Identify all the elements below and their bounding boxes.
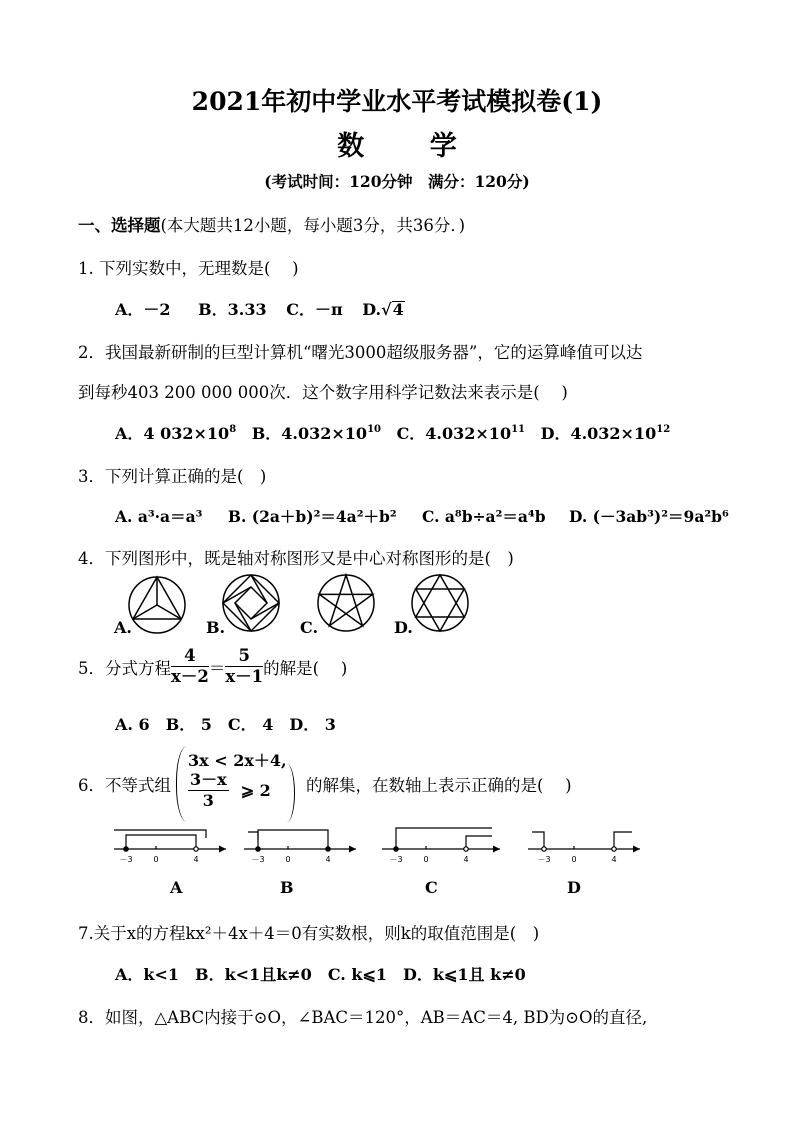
question-6-prefix: 6．不等式组 [78, 776, 171, 795]
brace-right [286, 764, 295, 822]
number-line-c [382, 828, 500, 851]
q3-option-d: D. (－3ab³)²＝9a²b⁶ [568, 507, 729, 526]
q5-prefix: 5．分式方程 [78, 658, 171, 678]
q2-option-a: A．4 $032\times 10^8$ [115, 424, 237, 443]
q6-inequality-2 [188, 770, 271, 811]
subject-title: 数 学 [337, 131, 485, 162]
tick-label: 4 [463, 855, 469, 864]
q6-inequality-1: 3x < 2x＋4, [188, 751, 287, 770]
question-4-stem: 4．下列图形中，既是轴对称图形又是中心对称图形的是( ) [78, 549, 514, 568]
q2-option-c: C．$4.032\times 10^{11}$ [396, 424, 525, 443]
q5-suffix: 的解是( ) [263, 658, 348, 678]
question-6-number-lines [108, 822, 648, 866]
brace-left [176, 746, 187, 822]
tick-label: －3 [537, 855, 551, 864]
q1-option-d: D.√4 [362, 300, 404, 319]
page-title: 2021年初中学业水平考试模拟卷(1) [191, 87, 603, 116]
q2-option-d: D．$4.032\times 10^{12}$ [540, 424, 671, 443]
question-3-options [115, 505, 729, 527]
figure-a-label: A. [114, 618, 132, 637]
question-2-line2: 到每秒403 200 000 000次．这个数字用科学记数法来表示是( ) [78, 383, 568, 402]
tick-label: 0 [423, 855, 429, 864]
number-line-d [528, 832, 640, 851]
question-8-stem: 8．如图，△ABC内接于⊙O，∠BAC＝120°，AB＝AC＝4, BD为⊙O的直径, [78, 1008, 648, 1027]
q6-fraction: $\frac{3-x}{3}$ [190, 770, 227, 810]
figure-c-label: C. [300, 618, 319, 637]
q6-relation: ⩾ 2 [240, 781, 271, 800]
figure-d-label: D. [394, 618, 413, 637]
figure-b-label: B. [206, 618, 226, 637]
tick-label: －3 [119, 855, 133, 864]
q5-equals: ＝ [208, 658, 226, 678]
question-6-suffix: 的解集，在数轴上表示正确的是( ) [306, 776, 572, 795]
q5-fraction-1: $\frac{4}{x-2}$ [171, 646, 209, 686]
q5-fraction-2: $\frac{5}{x-1}$ [225, 646, 264, 686]
number-line-c-label: C [425, 878, 438, 897]
q2-option-b: B．$4.032\times 10^{10}$ [251, 424, 381, 443]
q1-option-a: A．－2 [115, 300, 171, 319]
question-5-options: A. 6 B． 5 C． 4 D． 3 [115, 715, 336, 734]
number-line-d-label: D [567, 878, 581, 897]
number-line-b-label: B [280, 878, 294, 897]
question-2-line1: 2．我国最新研制的巨型计算机“曙光3000超级服务器”，它的运算峰值可以达 [78, 343, 643, 362]
question-7-stem: 7.关于x的方程kx²＋4x＋4＝0有实数根，则k的取值范围是( ) [78, 924, 540, 943]
question-7-options: A．k<1 B．k<1且k≠0 C. k⩽1 D．k⩽1且 k≠0 [115, 965, 526, 984]
tick-label: 0 [571, 855, 577, 864]
q3-option-b: B. (2a＋b)²＝4a²＋b² [227, 507, 397, 526]
tick-label: 0 [285, 855, 291, 864]
question-2-options [115, 421, 670, 444]
question-3-stem: 3．下列计算正确的是( ) [78, 467, 267, 486]
question-1-stem: 1. 下列实数中，无理数是( ) [78, 259, 299, 278]
tick-label: 4 [325, 855, 331, 864]
section-heading-bold: 一、选择题 [78, 216, 161, 235]
question-5-stem [78, 646, 347, 687]
figure-b-circle-squares-icon [223, 575, 279, 631]
exam-meta: (考试时间：120分钟 满分：120分) [264, 172, 530, 191]
tick-label: －3 [389, 855, 403, 864]
figure-d-circle-hexagram-icon [412, 575, 468, 631]
q3-option-c: C. a⁸b÷a²＝a⁴b [422, 507, 546, 526]
tick-label: 0 [153, 855, 159, 864]
tick-label: 4 [611, 855, 617, 864]
sqrt-radicand: 4 [392, 300, 404, 319]
q1-option-c: C．－π [286, 300, 343, 319]
q3-option-a: A. a³·a＝a³ [115, 507, 203, 526]
question-1-options [115, 297, 405, 320]
number-line-a-label: A [170, 878, 183, 897]
section-heading [78, 212, 465, 236]
figure-c-circle-pentagram-icon [318, 575, 374, 631]
q1-option-b: B．3.33 [198, 300, 267, 319]
tick-label: 4 [193, 855, 199, 864]
number-line-a [114, 830, 226, 851]
section-heading-rest: (本大题共12小题，每小题3分，共36分．) [160, 216, 466, 235]
number-line-b [244, 830, 356, 851]
figure-a-circle-triangle-icon [129, 577, 185, 633]
tick-label: －3 [251, 855, 265, 864]
